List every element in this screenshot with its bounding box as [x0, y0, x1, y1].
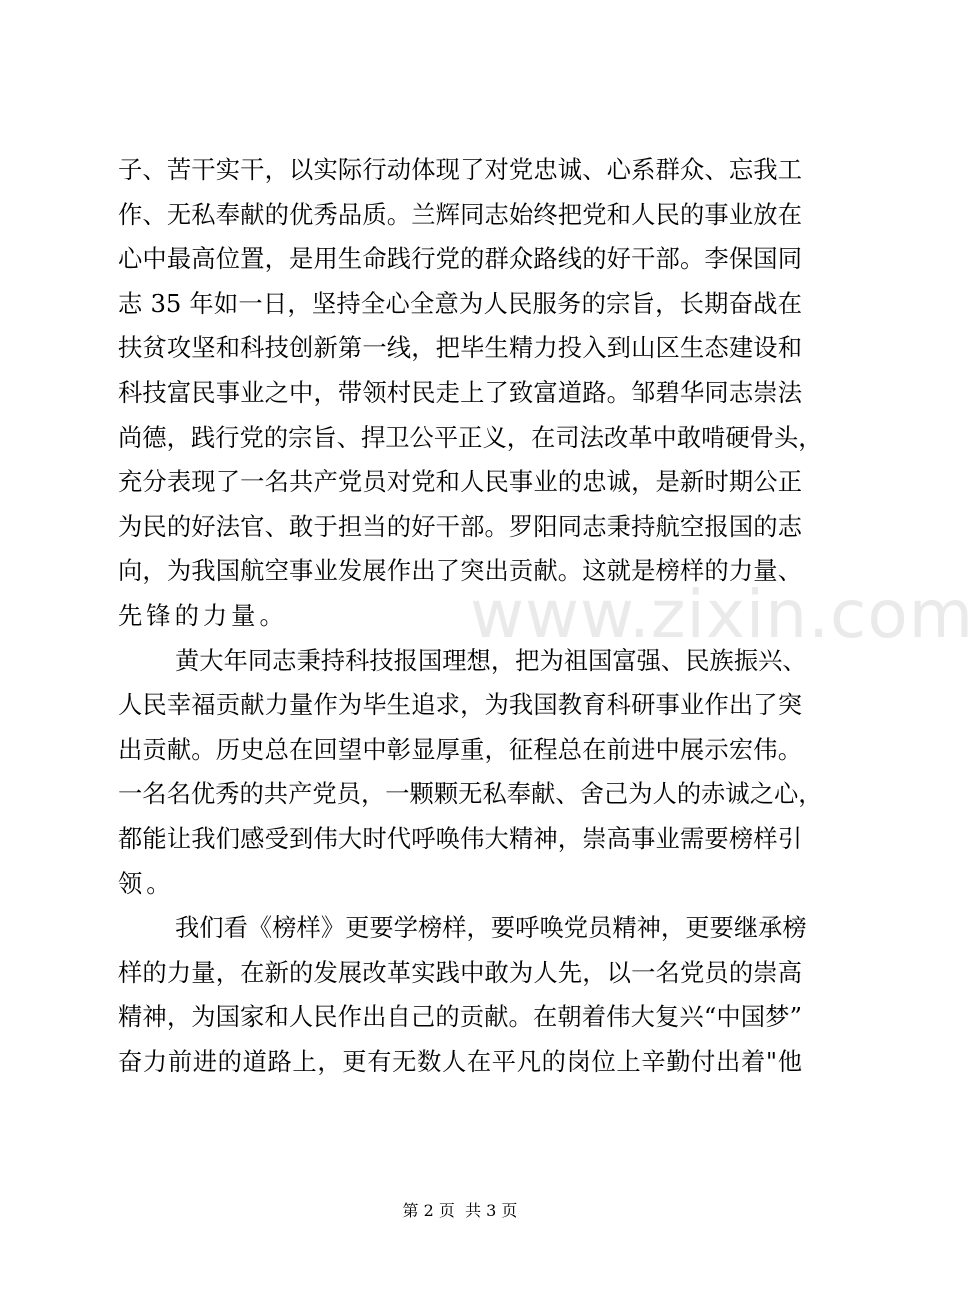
paragraph [118, 906, 807, 1084]
text-line: 科技富民事业之中，带领村民走上了致富道路。邹碧华同志崇法 [118, 377, 802, 407]
text-line: 充分表现了一名共产党员对党和人民事业的忠诚，是新时期公正 [118, 467, 802, 497]
text-line: 领。 [118, 868, 175, 898]
text-line: 精神，为国家和人民作出自己的贡献。在朝着伟大复兴“中国梦” [118, 1002, 802, 1032]
text-line: 都能让我们感受到伟大时代呼唤伟大精神，崇高事业需要榜样引 [118, 823, 802, 853]
paragraph [118, 639, 823, 907]
text-line: 我们看《榜样》更要学榜样，要呼唤党员精神，更要继承榜 [175, 913, 807, 943]
watermark: www.zixin.com [470, 576, 974, 653]
text-line: 奋力前进的道路上，更有无数人在平凡的岗位上辛勤付出着"他 [118, 1046, 802, 1076]
text-line: 子、苦干实干，以实际行动体现了对党忠诚、心系群众、忘我工 [118, 155, 802, 184]
text-line: 黄大年同志秉持科技报国理想，把为祖国富强、民族振兴、 [175, 645, 807, 675]
text-line: 志 35 年如一日，坚持全心全意为人民服务的宗旨，长期奋战在 [118, 288, 802, 318]
paragraph [118, 148, 823, 639]
text-line: 一名名优秀的共产党员，一颗颗无私奉献、舍己为人的赤诚之心， [118, 779, 823, 809]
text-line: 出贡献。历史总在回望中彰显厚重，征程总在前进中展示宏伟。 [118, 734, 802, 764]
text-line: 人民幸福贡献力量作为毕生追求，为我国教育科研事业作出了突 [118, 690, 802, 720]
text-line: 作、无私奉献的优秀品质。兰辉同志始终把党和人民的事业放在 [118, 199, 802, 229]
text-line: 向，为我国航空事业发展作出了突出贡献。这就是榜样的力量、 [118, 556, 802, 586]
page-footer: 第 2 页 共 3 页 [402, 1201, 518, 1220]
text-line: 为民的好法官、敢于担当的好干部。罗阳同志秉持航空报国的志 [118, 511, 802, 541]
text-line: 样的力量，在新的发展改革实践中敢为人先，以一名党员的崇高 [118, 957, 802, 987]
text-line: 先锋的力量。 [118, 600, 288, 630]
document-body [118, 148, 823, 1084]
text-line: 心中最高位置，是用生命践行党的群众路线的好干部。李保国同 [118, 244, 802, 274]
text-line: 尚德，践行党的宗旨、捍卫公平正义，在司法改革中敢啃硬骨头， [118, 422, 823, 452]
text-line: 扶贫攻坚和科技创新第一线，把毕生精力投入到山区生态建设和 [118, 333, 802, 363]
